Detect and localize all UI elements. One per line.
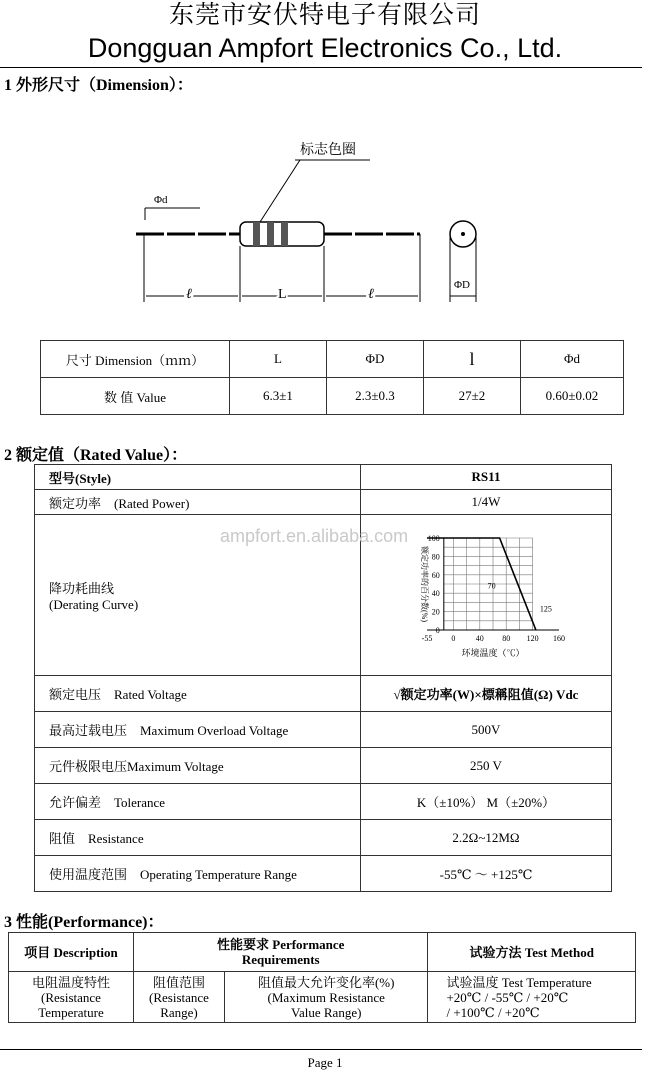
cell-line: Range)	[160, 1004, 198, 1020]
table-cell: 数 值 Value	[41, 378, 230, 415]
perf-header-line1: 性能要求 Performance	[217, 937, 345, 952]
x-tick-label: -55	[421, 634, 433, 643]
table-row	[9, 933, 636, 972]
table-cell: 试验方法 Test Method	[428, 933, 636, 972]
table-cell: ΦD	[327, 341, 424, 378]
table-cell: L	[230, 341, 327, 378]
y-tick-label: 40	[431, 589, 440, 599]
table-row	[35, 676, 612, 712]
color-band	[281, 222, 288, 246]
company-name-chinese: 东莞市安伏特电子有限公司	[168, 0, 481, 29]
table-cell: 阻值 Resistance	[35, 820, 361, 856]
table-cell: Φd	[521, 341, 624, 378]
table-cell: 额定功率 (Rated Power)	[35, 490, 361, 515]
table-cell: l	[424, 341, 521, 378]
section-3-title: 3 性能(Performance)：	[4, 914, 164, 931]
table-cell: K（±10%） M（±20%）	[361, 784, 612, 820]
x-tick-label: 120	[526, 634, 539, 643]
table-cell: 0.60±0.02	[521, 378, 624, 415]
watermark: ampfort.en.alibaba.com	[220, 526, 409, 546]
cell-line: (Resistance	[41, 989, 101, 1005]
table-cell: 允许偏差 Tolerance	[35, 784, 361, 820]
y-axis-label: 额定功率的百分数(%)	[419, 546, 429, 622]
L-label: L	[278, 287, 287, 302]
color-band	[253, 222, 260, 246]
table-row	[35, 856, 612, 892]
table-cell	[134, 972, 225, 1023]
table-cell: 250 V	[361, 748, 612, 784]
dimension-diagram	[120, 130, 500, 310]
perf-header-line2: Requirements	[241, 952, 320, 967]
table-cell	[134, 933, 428, 972]
table-row	[41, 378, 624, 415]
y-tick-label: 20	[431, 607, 440, 617]
header-divider	[0, 67, 642, 68]
x-tick-label: 160	[553, 634, 565, 643]
table-row	[35, 465, 612, 490]
y-tick-label: 60	[431, 570, 440, 580]
table-row	[9, 972, 636, 1023]
table-row	[35, 490, 612, 515]
table-row	[35, 820, 612, 856]
table-cell	[428, 972, 636, 1023]
table-cell: RS11	[361, 465, 612, 490]
page-number: Page 1	[307, 1055, 343, 1070]
table-cell: 项目 Description	[9, 933, 134, 972]
table-cell: -55℃ ～ +125℃	[361, 856, 612, 892]
table-cell: 尺寸 Dimension（ｍｍ）	[41, 341, 230, 378]
table-row	[41, 341, 624, 378]
cell-line: 阻值范围	[152, 974, 205, 990]
table-cell: 最高过载电压 Maximum Overload Voltage	[35, 712, 361, 748]
annotation-70: 70	[487, 581, 496, 591]
section-2-title: 2 额定值（Rated Value）：	[4, 447, 188, 464]
table-row	[35, 748, 612, 784]
phi-d-label: Φd	[154, 194, 168, 206]
footer-divider	[0, 1049, 642, 1050]
table-cell: 额定电压 Rated Voltage	[35, 676, 361, 712]
table-cell: 使用温度范围 Operating Temperature Range	[35, 856, 361, 892]
table-cell: √额定功率(W)×標稱阻值(Ω) Vdc	[361, 676, 612, 712]
table-cell: 2.3±0.3	[327, 378, 424, 415]
y-tick-label: 100	[427, 534, 440, 543]
y-tick-label: 80	[431, 552, 440, 562]
phi-D-label: ΦD	[454, 279, 470, 291]
band-label: 标志色圈	[300, 143, 356, 158]
cell-line: 阻值最大允许变化率(%)	[257, 974, 395, 990]
table-cell: 1/4W	[361, 490, 612, 515]
table-cell: 6.3±1	[230, 378, 327, 415]
table-cell	[225, 972, 428, 1023]
x-tick-label: 80	[502, 634, 511, 643]
derating-label-en: (Derating Curve)	[49, 596, 139, 612]
table-cell: 2.2Ω~12MΩ	[361, 820, 612, 856]
cell-line: 电阻温度特性	[31, 974, 110, 990]
l-right-label: ℓ	[368, 287, 374, 302]
table-cell: 型号(Style)	[35, 465, 361, 490]
x-axis-label: 环境温度（℃）	[461, 648, 525, 658]
dimension-table	[40, 340, 624, 415]
x-tick-label: 40	[475, 634, 484, 643]
cell-line: (Maximum Resistance	[267, 989, 385, 1005]
cell-line: Value Range)	[291, 1004, 362, 1020]
l-left-label: ℓ	[186, 287, 192, 302]
cell-line: / +100℃ / +20℃	[446, 1004, 540, 1020]
cell-line: +20℃ / -55℃ / +20℃	[446, 989, 569, 1005]
annotation-125: 125	[539, 604, 552, 614]
cell-line: (Resistance	[149, 989, 209, 1005]
table-cell	[9, 972, 134, 1023]
performance-table	[8, 932, 636, 1023]
derating-label-cn: 降功耗曲线	[49, 580, 115, 596]
x-tick-label: 0	[451, 634, 456, 643]
table-row	[35, 784, 612, 820]
company-name-english: Dongguan Ampfort Electronics Co., Ltd.	[87, 33, 563, 63]
cell-line: 试验温度 Test Temperature	[446, 974, 592, 990]
cell-line: Temperature	[38, 1004, 104, 1020]
table-cell: 500V	[361, 712, 612, 748]
table-cell: 27±2	[424, 378, 521, 415]
color-band	[267, 222, 274, 246]
table-cell: 元件极限电压Maximum Voltage	[35, 748, 361, 784]
section-1-title: 1 外形尺寸（Dimension）：	[4, 77, 193, 94]
y-tick-label: 0	[435, 626, 440, 635]
table-row	[35, 712, 612, 748]
